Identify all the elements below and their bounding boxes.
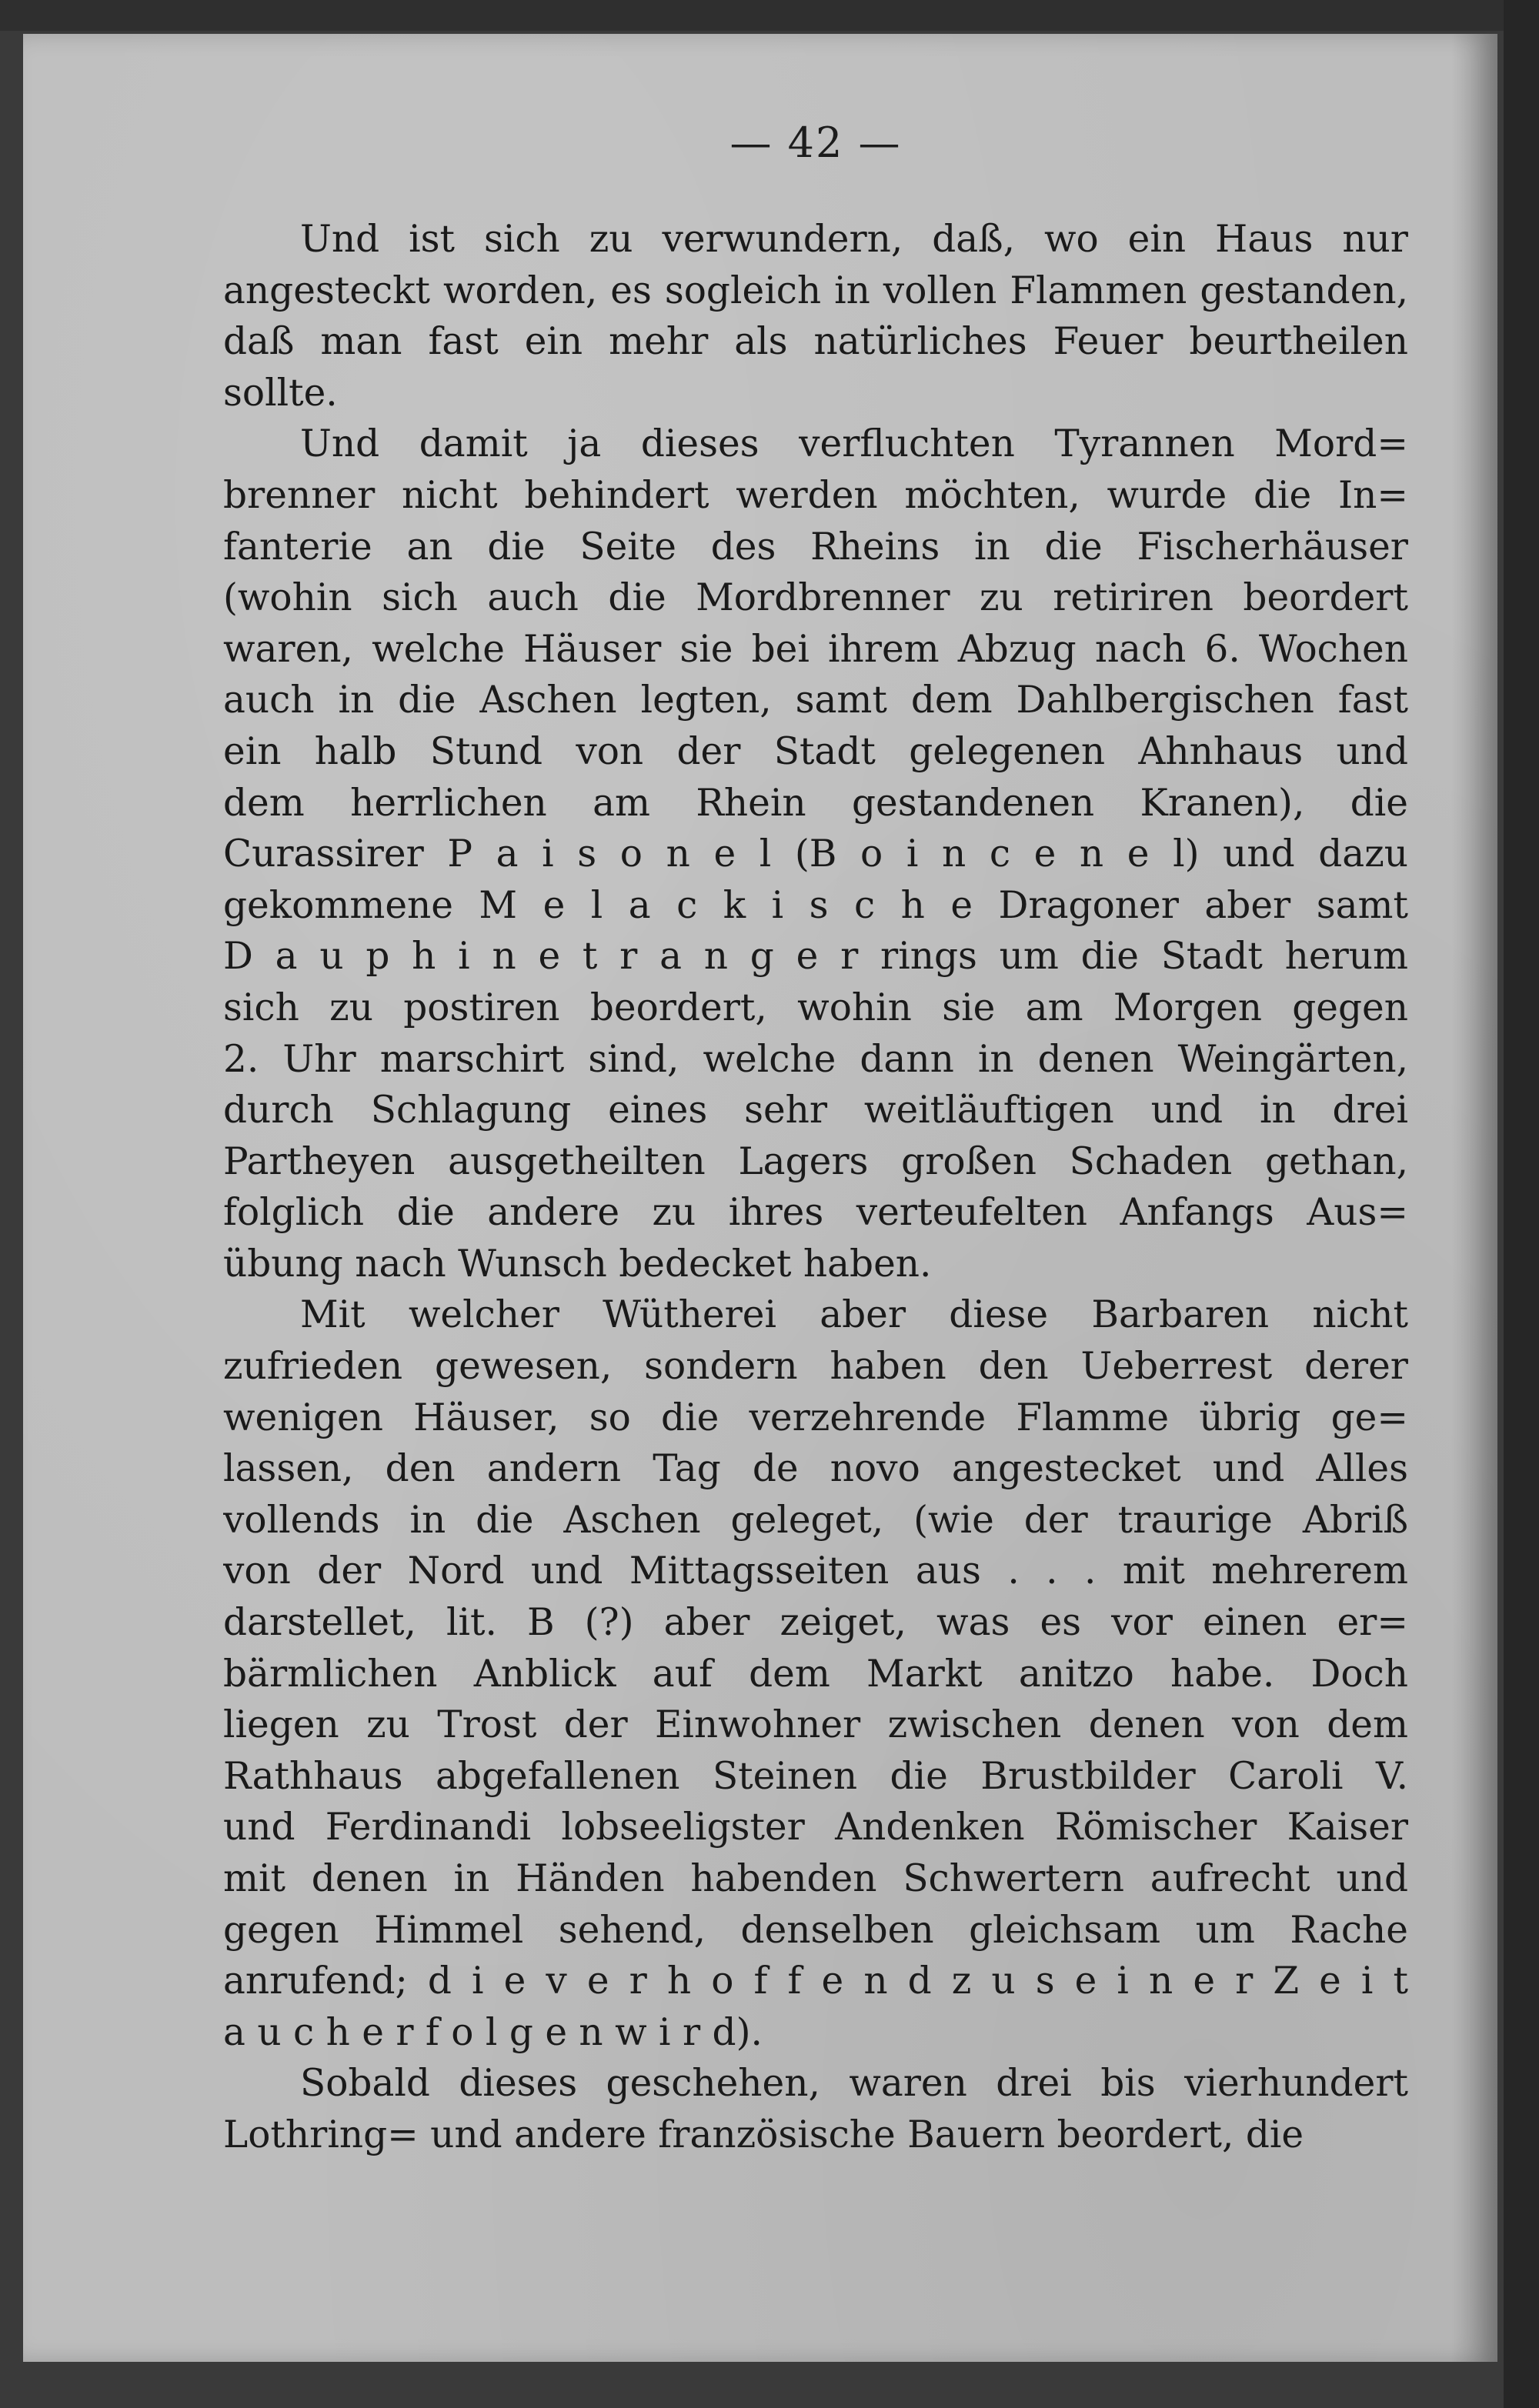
text-line: vollends in die Aschen geleget, (wie der traurige Abriß [223,1498,1408,1542]
text-line: wenigen Häuser, so die verzehrende Flamme übrig ge= [223,1396,1408,1439]
text-line: anrufend; d i e v e r h o f f e n d z u s e i n e r Z e i t [223,1959,1408,2003]
text-line: angesteckt worden, es sogleich in vollen Flammen gestanden, [223,268,1408,312]
text-line: gekommene M e l a c k i s c h e Dragoner aber samt [223,883,1408,927]
paragraph [223,2058,1408,2160]
text-line: auch in die Aschen legten, samt dem Dahlbergischen fast [223,679,1408,722]
paragraph [223,214,1408,419]
text-line: dem herrlichen am Rhein gestandenen Kranen), die [223,781,1408,825]
text-line: Lothring= und andere französische Bauern beordert, die [223,2113,1304,2156]
body-text [223,214,1408,2161]
text-line: von der Nord und Mittagsseiten aus . . . mit mehrerem [223,1549,1408,1593]
text-line: durch Schlagung eines sehr weitläuftigen und in drei [223,1089,1408,1132]
text-line: und Ferdinandi lobseeligster Andenken Römischer Kaiser [223,1806,1408,1849]
page-number: — 42 — [729,118,902,167]
text-line: waren, welche Häuser sie bei ihrem Abzug nach 6. Wochen [223,627,1408,671]
text-line: brenner nicht behindert werden möchten, wurde die In= [223,473,1408,517]
text-line: Mit welcher Wütherei aber diese Barbaren nicht [300,1293,1408,1337]
scan-border-right [1504,0,1539,2408]
text-line: lassen, den andern Tag de novo angestecket und Alles [223,1447,1408,1491]
text-line: a u c h e r f o l g e n w i r d). [223,2010,763,2054]
text-line: ein halb Stund von der Stadt gelegenen Ahnhaus und [223,729,1408,773]
scan-border-top [0,0,1539,31]
text-line: Sobald dieses geschehen, waren drei bis vierhundert [300,2062,1408,2106]
text-line: (wohin sich auch die Mordbrenner zu retiriren beordert [223,576,1408,620]
text-line: Und ist sich zu verwundern, daß, wo ein Haus nur [300,218,1408,261]
text-line: 2. Uhr marschirt sind, welche dann in denen Weingärten, [223,1037,1408,1081]
paragraph [223,1289,1408,2058]
text-line: gegen Himmel sehend, denselben gleichsam um Rache [223,1908,1408,1952]
text-line: liegen zu Trost der Einwohner zwischen denen von dem [223,1703,1408,1747]
text-line: Partheyen ausgetheilten Lagers großen Schaden gethan, [223,1139,1408,1183]
text-line: daß man fast ein mehr als natürliches Feuer beurtheilen [223,320,1408,364]
text-line: Und damit ja dieses verfluchten Tyrannen Mord= [300,422,1408,466]
text-line: fanterie an die Seite des Rheins in die Fischerhäuser [223,525,1408,569]
text-line: sollte. [223,371,338,415]
text-line: sich zu postiren beordert, wohin sie am Morgen gegen [223,986,1408,1029]
text-line: Curassirer P a i s o n e l (B o i n c e n e l) und dazu [223,832,1408,876]
text-line: Rathhaus abgefallenen Steinen die Brustbilder Caroli V. [223,1754,1408,1798]
text-line: zufrieden gewesen, sondern haben den Ueberrest derer [223,1345,1408,1389]
text-line: folglich die andere zu ihres verteufelten Anfangs Aus= [223,1191,1408,1235]
text-line: bärmlichen Anblick auf dem Markt anitzo habe. Doch [223,1652,1408,1696]
text-line: D a u p h i n e t r a n g e r rings um die Stadt herum [223,935,1408,979]
page-edge-shadow [1451,34,1497,2362]
text-line: darstellet, lit. B (?) aber zeiget, was es vor einen er= [223,1601,1408,1645]
text-line: übung nach Wunsch bedecket haben. [223,1242,932,1286]
text-line: mit denen in Händen habenden Schwertern aufrecht und [223,1857,1408,1900]
paragraph [223,419,1408,1289]
